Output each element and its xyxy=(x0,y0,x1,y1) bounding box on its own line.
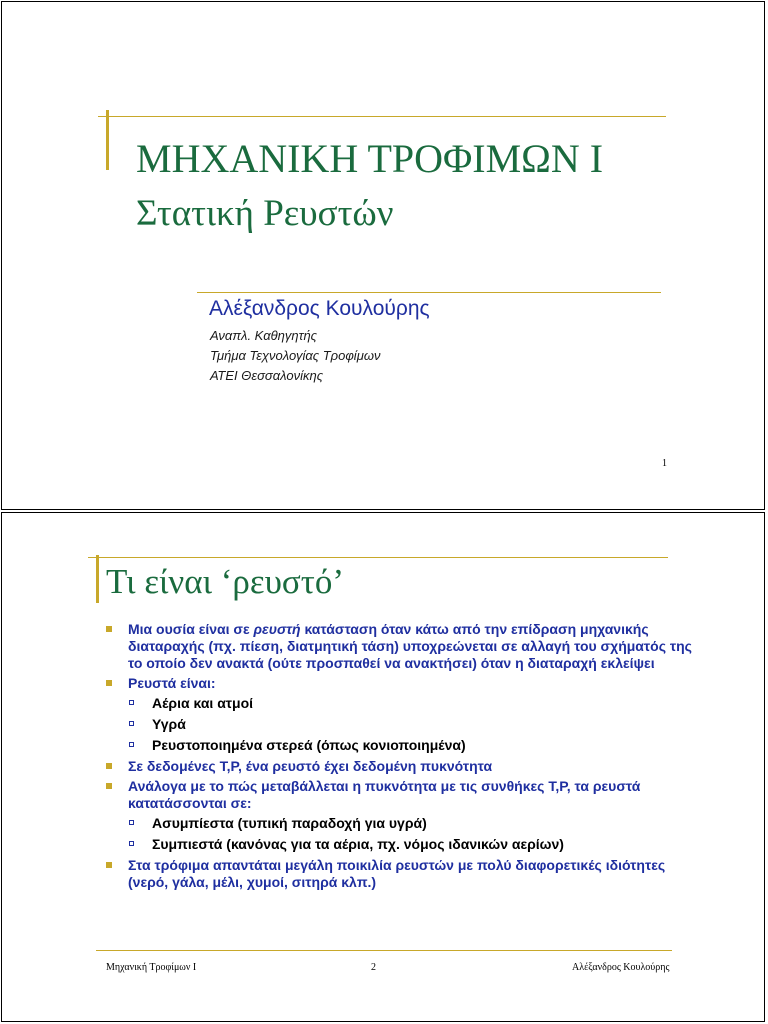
footer-divider xyxy=(96,950,672,951)
hollow-square-icon xyxy=(129,820,134,825)
author-divider xyxy=(197,292,661,293)
slide-subtitle: Στατική Ρευστών xyxy=(136,193,394,234)
hollow-square-icon xyxy=(129,700,134,705)
bullet-text: Στα τρόφιμα απαντάται μεγάλη ποικιλία ρευστών με πολύ διαφορετικές ιδιότητες (νερό, γάλα, μέλι, χυμοί, σιτηρά κλπ.) xyxy=(128,857,666,890)
bullet-text: Μια ουσία είναι σε xyxy=(128,621,254,637)
bullet-item xyxy=(106,857,696,891)
title-accent-horizontal xyxy=(88,557,668,558)
bullet-square-icon xyxy=(106,783,112,789)
sub-bullet-text: Ασυμπίεστα (τυπική παραδοχή για υγρά) xyxy=(152,815,427,831)
hollow-square-icon xyxy=(129,742,134,747)
sub-bullet-item xyxy=(106,695,696,712)
bullet-item xyxy=(106,778,696,812)
bullet-text: Ανάλογα με το πώς μεταβάλλεται η πυκνότητα με τις συνθήκες T,P, τα ρευστά κατατάσσονται σε: xyxy=(128,778,641,811)
author-institution: ΑΤΕΙ Θεσσαλονίκης xyxy=(210,368,324,383)
title-accent-vertical xyxy=(106,110,109,170)
page-number: 1 xyxy=(662,458,667,469)
footer-left: Μηχανική Τροφίμων Ι xyxy=(106,962,197,973)
author-position: Αναπλ. Καθηγητής xyxy=(210,328,317,343)
sub-bullet-text: Ρευστοποιημένα στερεά (όπως κονιοποιημένα) xyxy=(152,737,466,753)
bullet-square-icon xyxy=(106,626,112,632)
author-name: Αλέξανδρος Κουλούρης xyxy=(209,297,430,320)
author-department: Τμήμα Τεχνολογίας Τροφίμων xyxy=(210,348,381,363)
sub-bullet-text: Αέρια και ατμοί xyxy=(152,695,254,711)
bullet-text: Σε δεδομένες T,P, ένα ρευστό έχει δεδομένη πυκνότητα xyxy=(128,758,493,774)
title-accent-horizontal xyxy=(98,116,666,117)
bullet-text: κατάσταση όταν κάτω από την επίδραση μηχανικής διαταραχής (πχ. πίεση, διατμητική τάση) υποχρεώνεται σε αλλαγή του σχήματός της το οποίο δεν ανακτά (ούτε προσπαθεί να ανακτήσει) όταν η διαταραχή εκλείψει xyxy=(128,621,692,671)
hollow-square-icon xyxy=(129,721,134,726)
bullet-item xyxy=(106,758,696,775)
title-accent-vertical xyxy=(96,555,99,603)
slide-title: ΜΗΧΑΝΙΚΗ ΤΡΟΦΙΜΩΝ Ι xyxy=(136,136,604,181)
hollow-square-icon xyxy=(129,841,134,846)
slide-1 xyxy=(1,1,765,510)
sub-bullet-item xyxy=(106,737,696,754)
page-number: 2 xyxy=(371,962,376,973)
slide-2 xyxy=(1,512,765,1022)
sub-bullet-text: Συμπιεστά (κανόνας για τα αέρια, πχ. νόμος ιδανικών αερίων) xyxy=(152,836,564,852)
bullet-square-icon xyxy=(106,763,112,769)
bullet-list xyxy=(106,621,696,894)
bullet-item xyxy=(106,621,696,672)
bullet-square-icon xyxy=(106,862,112,868)
sub-bullet-item xyxy=(106,836,696,853)
sub-bullet-item xyxy=(106,815,696,832)
footer-right: Αλέξανδρος Κουλούρης xyxy=(572,962,670,973)
bullet-item xyxy=(106,675,696,692)
sub-bullet-item xyxy=(106,716,696,733)
bullet-emphasis: ρευστή xyxy=(253,621,301,637)
bullet-text: Ρευστά είναι: xyxy=(128,675,216,691)
slide-title: Τι είναι ‘ρευστό’ xyxy=(106,562,344,601)
sub-bullet-text: Υγρά xyxy=(152,716,186,732)
bullet-square-icon xyxy=(106,680,112,686)
